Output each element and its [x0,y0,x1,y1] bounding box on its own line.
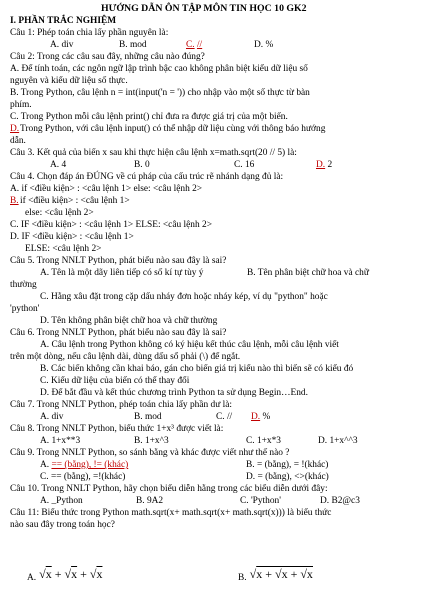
q2-option-d-text2: dẫn. [10,136,26,146]
q5-option-c-line2 [0,303,436,315]
q11-stem-line2 [0,519,436,531]
q6-option-a-text2: trên một dòng, nếu câu lệnh dài, dùng dấu sổ phải (\) để ngắt. [10,352,241,362]
q5-option-d-text: D. Tên không phân biệt chữ hoa và chữ thường [40,316,218,326]
q2-option-d-label: D. [10,124,20,134]
q1-option-b: B. mod [119,40,147,50]
q6-stem [0,327,436,339]
q11-stem-text2: nào sau đây trong toán học? [10,520,115,530]
q8-option-d: D. 1+x^^3 [318,436,358,446]
q10-option-c: C. 'Python' [240,496,281,506]
q4-option-c [0,219,436,231]
q9-options-ab [0,459,436,471]
q4-stem [0,171,436,183]
q4-option-a-text: A. if <điều kiện> : <câu lệnh 1> else: <câu lệnh 2> [10,184,203,194]
q5-option-c-line1 [0,291,436,303]
q5-options-ab [0,267,436,279]
q3-option-d-value: 2 [327,160,333,170]
q11-option-a-formula: √x + √x + √x [39,567,103,581]
q1-option-c-label: C. [186,40,195,50]
q6-stem-text: Câu 6. Trong NNLT Python, phát biểu nào sau đây là sai? [10,328,227,338]
q2-option-a-line2 [0,75,436,87]
q4-option-d-line2 [0,243,436,255]
q5-option-a: A. Tên là một dãy liên tiếp có số kí tự tùy ý [40,268,204,278]
q5-stem-text: Câu 5. Trong NNLT Python, phát biểu nào sau đây là sai? [10,256,227,266]
q3-stem [0,147,436,159]
q5-option-c-text2: 'python' [10,304,40,314]
q3-options [0,159,436,171]
q2-option-b-line2 [0,99,436,111]
q3-option-d [316,159,332,171]
q5-option-c-text1: C. Hằng xâu đặt trong cặp dấu nháy đơn hoặc nháy kép, ví dụ "python" hoặc [40,292,328,302]
q11-option-b-label: B. [238,573,247,583]
q9-option-a-value: == (bằng), != (khác) [51,460,129,470]
q9-option-d: D. = (bằng), <>(khác) [246,472,329,482]
q6-option-d [0,387,436,399]
q10-option-a: A. _Python [40,496,83,506]
q7-option-d [251,411,270,423]
q1-stem-text: Câu 1: Phép toán chia lấy phần nguyên là: [10,28,169,38]
q6-option-a-line1 [0,339,436,351]
q5-option-b-text2: thường [10,280,37,290]
q1-stem [0,27,436,39]
q11-option-a-label: A. [27,573,37,583]
q4-stem-text: Câu 4. Chọn đáp án ĐÚNG về cú pháp của cấu trúc rẽ nhánh dạng đủ là: [10,172,284,182]
q2-option-c-text: C. Trong Python mỗi câu lệnh print() chỉ đưa ra được giá trị của một biến. [10,112,288,122]
q5-stem [0,255,436,267]
q7-option-d-value: % [262,412,271,422]
q7-option-a: A. div [40,412,64,422]
q11-stem-line1 [0,507,436,519]
q1-options [0,39,436,51]
q8-option-a: A. 1+x**3 [40,436,81,446]
q5-option-d [0,315,436,327]
q11-option-b-formula: √x + √x + √x [249,567,313,581]
q8-option-b: B. 1+x^3 [134,436,169,446]
q11-option-a [27,566,102,584]
q4-option-b-line1 [0,195,436,207]
q6-option-d-text: D. Để bắt đầu và kết thúc chương trình Python ta sử dụng Begin…End. [40,388,308,398]
q6-option-b [0,363,436,375]
q1-option-c [186,39,202,51]
q4-option-d-text1: D. IF <điều kiện> : <câu lệnh 1> [10,232,134,242]
q7-option-d-label: D. [251,412,261,422]
q9-option-a [40,459,128,471]
q4-option-b-text2: else: <câu lệnh 2> [25,208,94,218]
q7-stem [0,399,436,411]
q8-options [0,435,436,447]
q10-option-b: B. 9A2 [136,496,164,506]
q3-option-a: A. 4 [50,160,67,170]
q7-options [0,411,436,423]
q9-option-c: C. == (bằng), =!(khác) [40,472,126,482]
doc-title: HƯỚNG DẪN ÔN TẬP MÔN TIN HỌC 10 GK2 [101,3,307,14]
q1-option-a: A. div [50,40,74,50]
q8-option-c: C. 1+x*3 [246,436,281,446]
q5-option-b: B. Tên phân biệt chữ hoa và chữ [247,268,369,278]
section-heading-row [0,15,436,27]
q2-option-a-text2: nguyên và kiểu dữ liệu số thực. [10,76,128,86]
q9-stem [0,447,436,459]
q5-option-b-line2 [0,279,436,291]
q7-option-b: B. mod [134,412,162,422]
q7-option-c: C. // [216,412,233,422]
q4-option-d-line1 [0,231,436,243]
q11-stem-text1: Câu 11: Biểu thức trong Python math.sqrt(x+ math.sqrt(x+ math.sqrt(x))) là biểu thức [10,508,332,518]
q4-option-c-text: C. IF <điều kiện> : <câu lệnh 1> ELSE: <câu lệnh 2> [10,220,212,230]
q1-option-d: D. % [254,40,274,50]
q9-stem-text: Câu 9. Trong NNLT Python, so sánh bằng và khác được viết như thế nào ? [10,448,290,458]
q2-option-b-text1: B. Trong Python, câu lệnh n = int(input('n = ')) cho nhập vào một số thực từ bàn [10,88,310,98]
q6-option-b-text: B. Các biến không cần khai báo, gán cho biến giá trị kiểu nào thì biến sẽ có kiểu đó [40,364,354,374]
q9-options-cd [0,471,436,483]
q10-option-d: D. B2@c3 [320,496,360,506]
q4-option-b-line2 [0,207,436,219]
q4-option-a [0,183,436,195]
q11-option-b [238,566,313,584]
q3-stem-text: Câu 3. Kết quả của biến x sau khi thực hiện câu lệnh x=math.sqrt(20 // 5) là: [10,148,297,158]
q9-option-a-label: A. [40,460,50,470]
q2-stem [0,51,436,63]
q3-option-c: C. 16 [234,160,255,170]
q2-option-a-line1 [0,63,436,75]
q4-option-b-label: B. [10,196,19,206]
q1-option-c-value: // [196,40,203,50]
q3-option-b: B. 0 [134,160,150,170]
section-heading: I. PHẦN TRẮC NGHIỆM [10,16,117,26]
q10-stem-text: Câu 10. Trong NNLT Python, hãy chọn biểu diễn hằng trong các biểu diễn dưới đây: [10,484,328,494]
q10-stem [0,483,436,495]
q4-option-d-text2: ELSE: <câu lệnh 2> [25,244,102,254]
q2-option-d-line2 [0,135,436,147]
q2-option-c [0,111,436,123]
q6-option-a-text1: A. Câu lệnh trong Python không có ký hiệu kết thúc câu lệnh, mỗi câu lệnh viết [40,340,339,350]
q2-option-a-text1: A. Để tính toán, các ngôn ngữ lập trình bậc cao không phân biệt kiểu dữ liệu số [10,64,308,74]
q10-options [0,495,436,507]
q6-option-c-text: C. Kiểu dữ liệu của biến có thể thay đổi [40,376,190,386]
q7-stem-text: Câu 7. Trong NNLT Python, phép toán chia lấy phần dư là: [10,400,232,410]
q2-option-b-line1 [0,87,436,99]
q2-option-d-text1: Trong Python, với câu lệnh input() có thể nhập dữ liệu cùng với thông báo hướng [20,124,326,134]
q9-option-b: B. = (bằng), = !(khác) [246,460,329,470]
q6-option-c [0,375,436,387]
q3-option-d-label: D. [316,160,326,170]
q8-stem-text: Câu 8. Trong NNLT Python, biểu thức 1+x³ được viết là: [10,424,224,434]
q2-option-d-line1 [0,123,436,135]
doc-title-row [0,3,436,15]
q8-stem [0,423,436,435]
q6-option-a-line2 [0,351,436,363]
q4-option-b-text1: if <điều kiện> : <câu lệnh 1> [20,196,130,206]
q2-option-b-text2: phím. [10,100,32,110]
q2-stem-text: Câu 2: Trong các câu sau đây, những câu nào đúng? [10,52,205,62]
